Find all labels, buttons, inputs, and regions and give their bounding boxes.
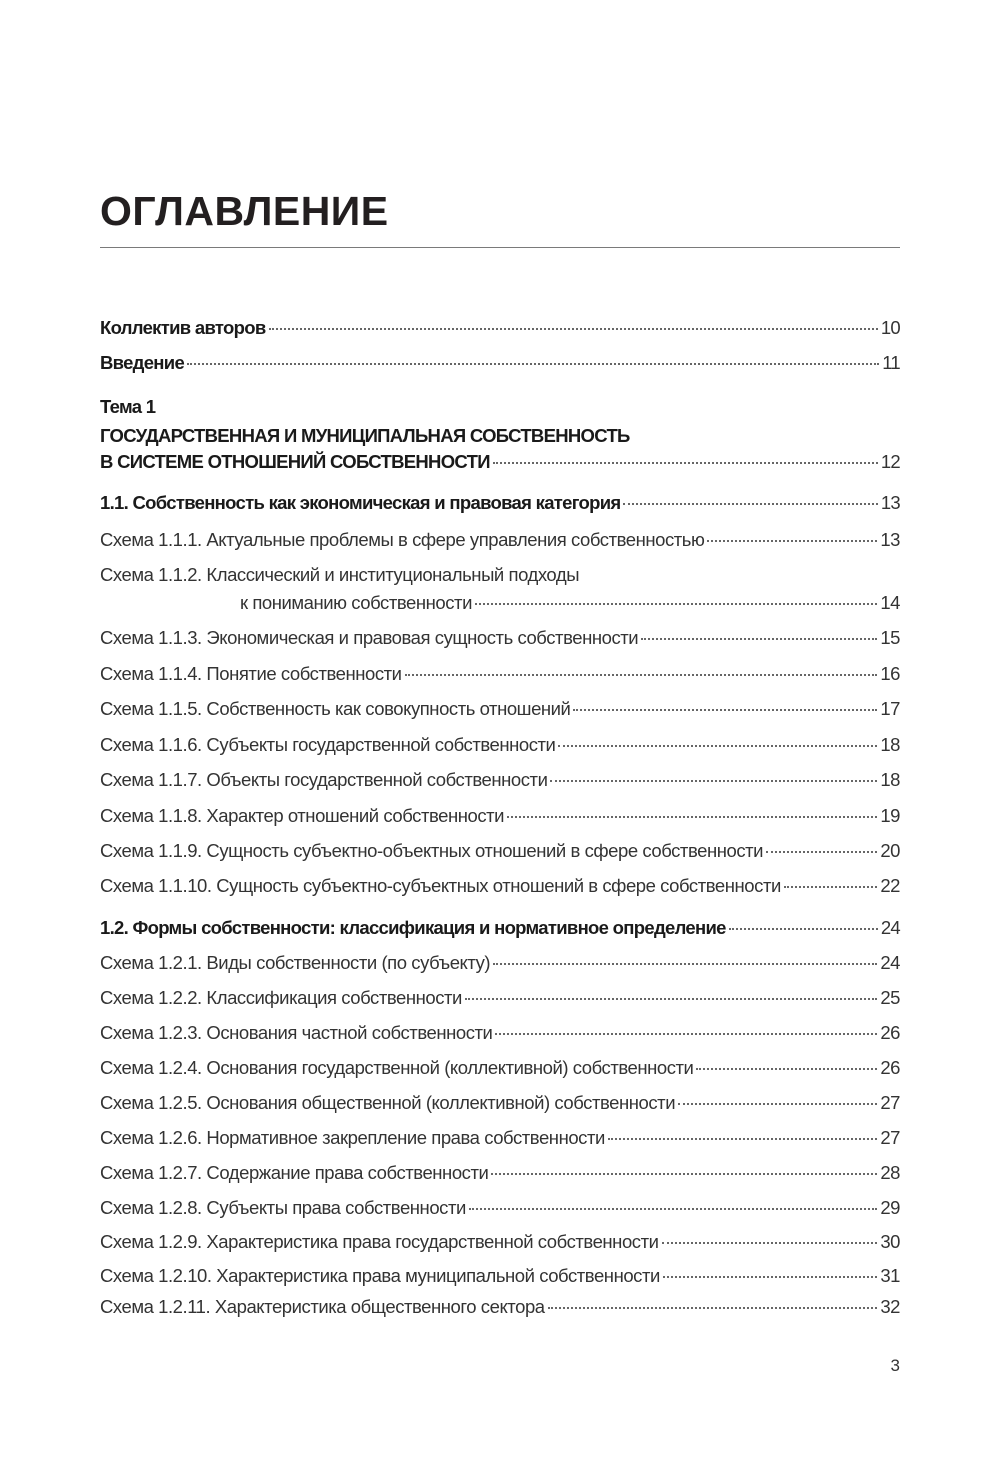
toc-entry-label: Схема 1.1.5. Собственность как совокупность отношений <box>100 698 571 719</box>
toc-entry-label: Схема 1.1.10. Сущность субъектно-субъектных отношений в сфере собственности <box>100 875 781 896</box>
toc-entry[interactable] <box>100 663 900 685</box>
dot-leader <box>623 503 877 505</box>
dot-leader <box>573 709 877 711</box>
toc-entry-page: 18 <box>880 734 900 755</box>
toc-entry-label: Схема 1.2.10. Характеристика права муниципальной собственности <box>100 1265 660 1286</box>
toc-entry-label: 1.1. Собственность как экономическая и правовая категория <box>100 492 621 513</box>
toc-entry-page: 26 <box>880 1022 900 1043</box>
toc-entry[interactable] <box>100 952 900 974</box>
dot-leader <box>729 928 878 930</box>
toc-entry-page: 14 <box>880 592 900 613</box>
dot-leader <box>493 963 877 965</box>
toc-entry-page: 27 <box>880 1127 900 1148</box>
toc-entry-page: 27 <box>880 1092 900 1113</box>
dot-leader <box>475 603 877 605</box>
toc-entry-label: Введение <box>100 352 185 373</box>
dot-leader <box>678 1103 877 1105</box>
toc-entry-page: 16 <box>880 663 900 684</box>
dot-leader <box>469 1208 877 1210</box>
dot-leader <box>662 1242 878 1244</box>
toc-entry-page: 10 <box>880 317 900 338</box>
dot-leader <box>548 1307 878 1309</box>
dot-leader <box>507 816 877 818</box>
toc-entry[interactable] <box>100 1127 900 1149</box>
toc-entry-page: 20 <box>880 840 900 861</box>
toc-entry-page: 11 <box>882 352 900 373</box>
toc-entry[interactable] <box>100 317 900 339</box>
toc-heading: Схема 1.1.2. Классический и институциональный подходы <box>100 564 580 585</box>
toc-entry[interactable] <box>100 529 900 551</box>
toc-entry-label: Схема 1.2.2. Классификация собственности <box>100 987 462 1008</box>
dot-leader <box>558 745 877 747</box>
toc-entry-label: Схема 1.1.8. Характер отношений собственности <box>100 805 505 826</box>
dot-leader <box>491 1173 877 1175</box>
toc-entry-label: Схема 1.2.3. Основания частной собственности <box>100 1022 493 1043</box>
toc-heading: Тема 1 <box>100 396 156 417</box>
toc-entry-page: 29 <box>880 1197 900 1218</box>
toc-heading: ГОСУДАРСТВЕННАЯ И МУНИЦИПАЛЬНАЯ СОБСТВЕННОСТЬ <box>100 425 630 446</box>
toc-entry[interactable] <box>100 627 900 649</box>
toc-entry[interactable] <box>100 451 900 473</box>
toc-entry-label: Схема 1.2.1. Виды собственности (по субъекту) <box>100 952 491 973</box>
dot-leader <box>707 540 877 542</box>
toc-entry-label: Схема 1.1.3. Экономическая и правовая сущность собственности <box>100 627 639 648</box>
toc-entry-label: Схема 1.1.6. Субъекты государственной собственности <box>100 734 556 755</box>
dot-leader <box>495 1033 877 1035</box>
toc-entry[interactable] <box>100 734 900 756</box>
toc-entry-page: 32 <box>880 1296 900 1317</box>
dot-leader <box>269 328 878 330</box>
toc-entry-label: Схема 1.2.4. Основания государственной (коллективной) собственности <box>100 1057 694 1078</box>
toc-entry[interactable] <box>100 917 900 939</box>
toc-entry[interactable] <box>100 492 900 514</box>
toc-entry-label: В СИСТЕМЕ ОТНОШЕНИЙ СОБСТВЕННОСТИ <box>100 451 490 472</box>
toc-entry[interactable] <box>100 840 900 862</box>
dot-leader <box>405 674 878 676</box>
toc-entry-page: 25 <box>880 987 900 1008</box>
dot-leader <box>663 1276 877 1278</box>
toc-entry[interactable] <box>100 352 900 374</box>
toc-entry-label: Схема 1.2.9. Характеристика права государственной собственности <box>100 1231 659 1252</box>
toc-entry-label: Коллектив авторов <box>100 317 266 338</box>
toc-entry-page: 26 <box>880 1057 900 1078</box>
toc-entry-label: к пониманию собственности <box>240 592 472 613</box>
toc-entry-page: 30 <box>880 1231 900 1252</box>
toc-entry-page: 12 <box>880 451 900 472</box>
toc-entry-page: 15 <box>880 627 900 648</box>
toc-entry-label: Схема 1.1.9. Сущность субъектно-объектных отношений в сфере собственности <box>100 840 764 861</box>
toc-entry[interactable] <box>100 1296 900 1318</box>
toc-entry[interactable] <box>100 698 900 720</box>
dot-leader <box>465 998 877 1000</box>
toc-entry[interactable] <box>100 987 900 1009</box>
dot-leader <box>641 638 877 640</box>
toc-entry[interactable] <box>100 1162 900 1184</box>
toc-entry-page: 22 <box>880 875 900 896</box>
dot-leader <box>766 851 877 853</box>
toc-entry-label: 1.2. Формы собственности: классификация и нормативное определение <box>100 917 726 938</box>
dot-leader <box>187 363 879 365</box>
toc-entry[interactable] <box>100 1092 900 1114</box>
toc-entry-page: 13 <box>880 529 900 550</box>
toc-entry-label: Схема 1.1.1. Актуальные проблемы в сфере управления собственностью <box>100 529 705 550</box>
dot-leader <box>493 462 878 464</box>
toc-entry-page: 28 <box>880 1162 900 1183</box>
toc-entry-label: Схема 1.1.7. Объекты государственной собственности <box>100 769 548 790</box>
page-title: ОГЛАВЛЕНИЕ <box>100 188 389 234</box>
toc-entry[interactable] <box>100 1265 900 1287</box>
toc-entry[interactable] <box>100 769 900 791</box>
toc-entry-label: Схема 1.2.6. Нормативное закрепление права собственности <box>100 1127 605 1148</box>
toc-entry-label: Схема 1.2.8. Субъекты права собственности <box>100 1197 466 1218</box>
toc-entry-page: 31 <box>880 1265 900 1286</box>
dot-leader <box>784 886 877 888</box>
toc-entry-label: Схема 1.2.7. Содержание права собственности <box>100 1162 489 1183</box>
toc-entry-page: 17 <box>880 698 900 719</box>
toc-entry-page: 13 <box>880 492 900 513</box>
dot-leader <box>696 1068 877 1070</box>
toc-entry-page: 18 <box>880 769 900 790</box>
toc-entry-page: 24 <box>880 952 900 973</box>
dot-leader <box>550 780 877 782</box>
toc-entry-label: Схема 1.1.4. Понятие собственности <box>100 663 402 684</box>
toc-entry[interactable] <box>100 1022 900 1044</box>
dot-leader <box>608 1138 877 1140</box>
toc-entry-label: Схема 1.2.5. Основания общественной (коллективной) собственности <box>100 1092 676 1113</box>
toc-entry[interactable] <box>100 875 900 897</box>
toc-entry-page: 19 <box>880 805 900 826</box>
toc-entry-page: 24 <box>880 917 900 938</box>
toc-entry[interactable] <box>100 1231 900 1253</box>
title-divider <box>100 247 900 248</box>
toc-entry[interactable] <box>100 1057 900 1079</box>
toc-entry-label: Схема 1.2.11. Характеристика общественного сектора <box>100 1296 545 1317</box>
page-number: 3 <box>890 1356 900 1375</box>
toc-entry[interactable] <box>100 1197 900 1219</box>
toc-entry[interactable] <box>100 805 900 827</box>
toc-entry[interactable] <box>100 592 900 614</box>
